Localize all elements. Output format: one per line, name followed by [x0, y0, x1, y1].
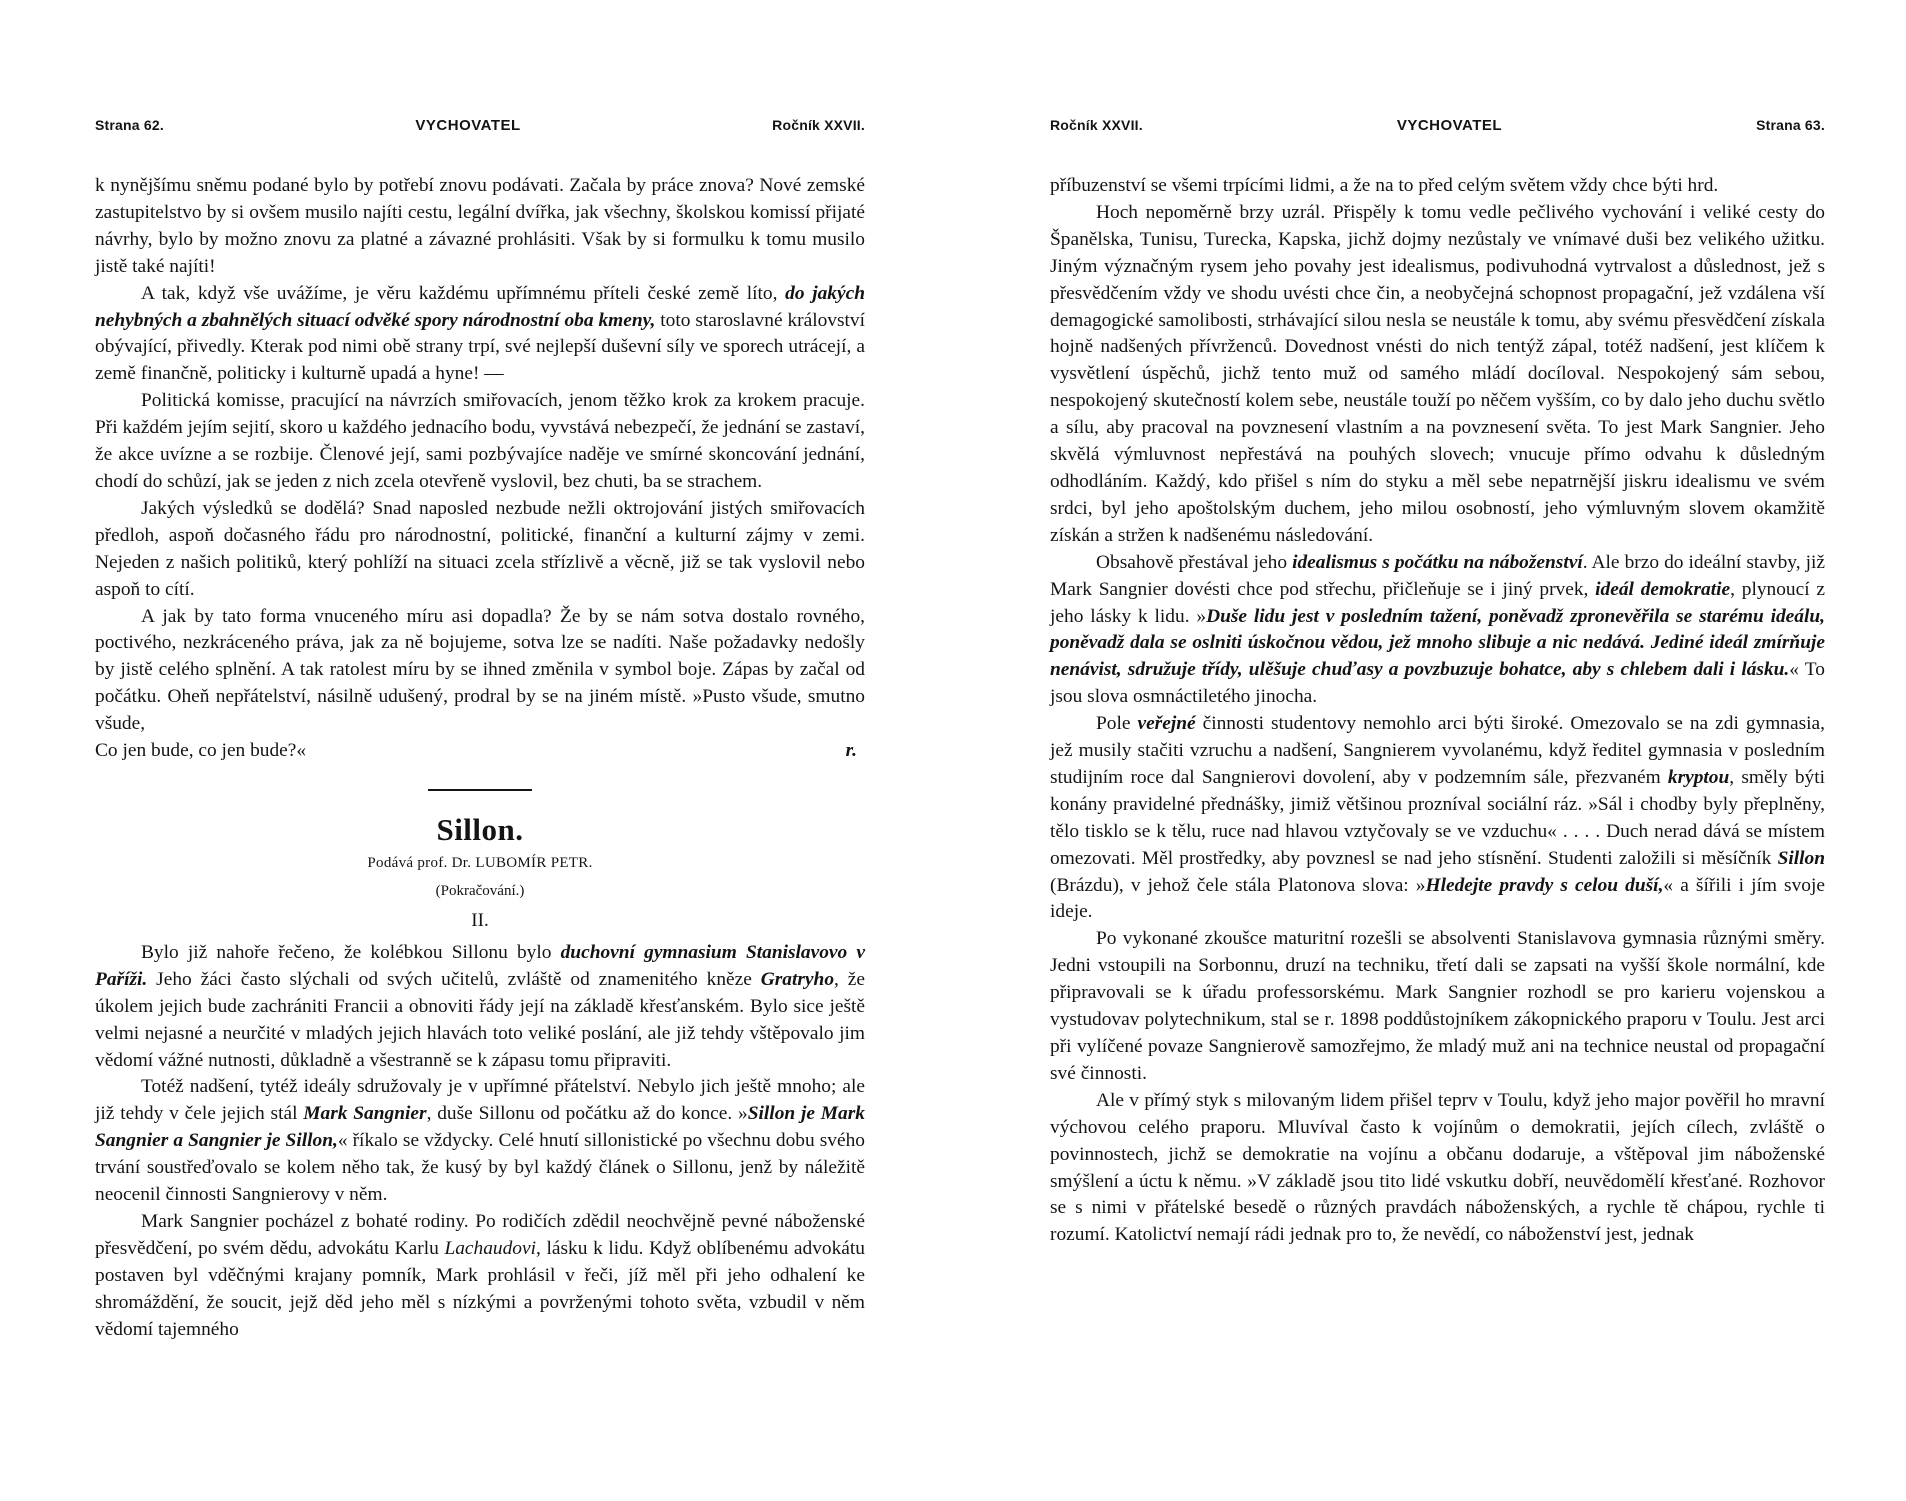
emphasis: Lachaudovi [444, 1237, 536, 1259]
text-run: , že úkolem jejich bude zachrániti Francii a obnoviti řády její na základě křesťanském. Bylo sice ještě velmi nejasné a neurčité v mladých jejich hlavách toto veliké poslání, ale již tehdy vštěpovalo jim vědomí vážné nutnosti, důkladně a všestranně se k zápasu tomu připraviti. [95, 968, 865, 1071]
left-paragraph-4: Jakých výsledků se dodělá? Snad naposled nezbude nežli oktrojování jistých smiřovacích předloh, aspoň dočasného řádu pro národnostní, politické, finanční a kulturní zájmy v zemi. Nejeden z našich politiků, který pohlíží na situaci zcela střízlivě a věcně, již se tak vyslovil nebo aspoň to cítí. [95, 497, 865, 600]
left-paragraph-5: A jak by tato forma vnuceného míru asi dopadla? Že by se nám sotva dostalo rovného, poctivého, nezkráceného práva, jak za ně bojujeme, sotva lze se nadíti. Naše požadavky nedošly by jistě celého splnění. A tak ratolest míru by se ihned změnila v symbol boje. Zápas by začal od počátku. Oheň nepřátelství, násilně udušený, prodral by se na jiném místě. »Pusto všude, smutno všude, [95, 605, 865, 735]
text-run: (Brázdu), v jehož čele stála Platonova slova: » [1050, 874, 1426, 896]
author-signature: r. [845, 740, 857, 762]
left-paragraph-7 [95, 1074, 865, 1209]
emphasis: Gratryho [760, 968, 835, 990]
left-text-block [95, 173, 865, 1344]
text-run: Jeho žáci často slýchali od svých učitelů, zvláště od znamenitého kněze [147, 968, 761, 990]
left-paragraph-1: k nynějšímu sněmu podané bylo by potřebí znovu podávati. Začala by práce znova? Nové zemské zastupitelstvo by si ovšem musilo najíti cestu, legální dvířka, jak všechny, školskou komissí přijaté návrhy, bylo by možno znovu za platné a závazné prohlásiti. Však by si formulku k tomu musilo jistě také najíti! [95, 175, 865, 277]
emphasis: kryptou [1667, 766, 1730, 788]
left-paragraph-8 [95, 1209, 865, 1344]
text-run: , duše Sillonu od počátku až do konce. » [426, 1103, 748, 1125]
left-running-head [95, 117, 865, 139]
text-run: Obsahově přestával jeho [1096, 551, 1293, 573]
right-paragraph-4 [1050, 711, 1825, 926]
text-run: « a šířili i jím svoje ideje. [1050, 874, 1825, 923]
right-paragraph-5: Po vykonané zkoušce maturitní rozešli se absolventi Stanislavova gymnasia různými směry. Jedni vstoupili na Sorbonnu, druzí na techniku, třetí dali se zapsati na vyšší škole normální, kde připravovali se k úřadu professorskému. Mark Sangnier rozhodl se pro karieru vojenskou a vystudovav polytechnikum, stal se r. 1898 poddůstojníkem zákopnického praporu v Toulu. Jest arci při vylíčené povaze Sangnierově samozřejmo, že mladý muž ani na technice neustal od propagační své činnosti. [1050, 928, 1825, 1084]
right-journal-title: VYCHOVATEL [1396, 117, 1503, 134]
section-number: II. [471, 909, 489, 931]
right-volume: Ročník XXVII. [1050, 117, 1143, 133]
right-page-number: Strana 63. [1756, 117, 1825, 133]
right-running-head [1050, 117, 1825, 139]
left-page-number: Strana 62. [95, 117, 164, 133]
text-run: Bylo již nahoře řečeno, že kolébkou Sillonu bylo [141, 941, 561, 963]
text-run: . Ale brzo do ideální stavby, již Mark Sangnier dovésti chce pod střechu, přičleňuje se i jiný prvek, [1050, 551, 1825, 600]
left-paragraph-2 [95, 281, 865, 389]
article-header [95, 813, 865, 934]
emphasis: veřejné [1137, 713, 1196, 735]
emphasis: idealismus s počátku na náboženství [1292, 551, 1583, 573]
left-paragraph-3: Politická komisse, pracující na návrzích smiřovacích, jenom těžko krok za krokem pracuje. Při každém jejím sejití, skoro u každého jednacího bodu, vyvstává nebezpečí, že jednání se zastaví, že akce uvízne a se rozbije. Členové její, sami pozbývajíce naděje ve smírné skoncování jednání, chodí do schůzí, jak se jeden z nich zcela otevřeně vyslovil, bez chuti, ba se strachem. [95, 390, 865, 492]
text-run: « To jsou slova osmnáctiletého jinocha. [1050, 659, 1825, 708]
left-volume: Ročník XXVII. [772, 117, 865, 133]
section-divider [428, 789, 532, 791]
text-run: « říkalo se vždycky. Celé hnutí sillonistické po všechnu dobu svého trvání soustřeďovalo se kolem něho tak, že kusý by byl každý článek o Sillonu, jenž by náležitě neocenil činnosti Sangnierovy v něm. [95, 1130, 865, 1206]
text-run: A tak, když vše uvážíme, je věru každému upřímnému příteli české země líto, [141, 282, 786, 304]
right-paragraph-6: Ale v přímý styk s milovaným lidem přišel teprv v Toulu, když jeho major pověřil ho mravní výchovou celého praporu. Mluvíval často k vojínům o demokratii, jejích cílech, zvláště o povinnostech, jichž se demokratie na vojínu a občanu dodaruje, a vštěpoval jim náboženské smýšlení a úctu k němu. »V základě jsou tito lidé vskutku dobří, neuvědomělí křesťané. Rozhovor se s nimi v přátelské besedě o různých pravdách náboženských, a rychle tě chápou, rychle ti rozumí. Katolictví nemají rádi jednak pro to, že nevědí, co náboženství jest, jednak [1050, 1089, 1825, 1246]
emphasis: Sillon [1777, 847, 1825, 869]
right-paragraph-3 [1050, 550, 1825, 711]
text-run: Totéž nadšení, tytéž ideály sdružovaly je v upřímné přátelství. Nebylo jich ještě mnoho; ale již tehdy v čele jejich stál [95, 1076, 865, 1125]
article-continuation: (Pokračování.) [435, 882, 525, 899]
text-run: Mark Sangnier pocházel z bohaté rodiny. Po rodičích zdědil neochvějně pevné náboženské přesvědčení, po svém dědu, advokátu Karlu [95, 1211, 865, 1259]
left-paragraph-5-end [95, 738, 865, 765]
emphasis: ideál demokratie [1595, 578, 1731, 600]
right-paragraph-2: Hoch nepoměrně brzy uzrál. Přispěly k tomu vedle pečlivého vychování i veliké cesty do Španělska, Tunisu, Turecka, Kapska, jichž dojmy nezůstaly ve vnímavé duši bez velikého užitku. Jiným význačným rysem jeho povahy jest idealismus, podivuhodná vytrvalost a důslednost, jež s přesvědčením vždy ve shodu uvésti chce čin, a neobyčejná schopnost propagační, jež vzdálena vší demagogické samolibosti, strhávající silou nesla se neustále k tomu, aby svému přesvědčení získala hojně nadšených přívrženců. Dovednost vnésti do nich tentýž zápal, totéž nadšení, jest klíčem k vysvětlení úspěchů, jichž tento muž od samého mládí docíloval. Nespokojený sám sebou, nespokojený skutečností kolem sebe, neustále touží po něčem vyšším, co by dalo jeho duchu světlo a sílu, aby pracoval na povznesení vlastním a na povznesení světa. To jest Mark Sangnier. Jeho skvělá výmluvnost nepřestává na pouhých slovech; vnucuje přímo odvahu k důsledným odhodláním. Každý, kdo přišel s ním do styku a měl sebe nepatrnější jiskru idealismu ve svém srdci, byl jeho apoštolským duchem, jeho milou osobností, jeho výmluvným slovem okamžitě získán a stržen k nadšenému následování. [1050, 201, 1825, 546]
text-run: , plynoucí z jeho lásky k lidu. » [1050, 578, 1825, 627]
text-run: činnosti studentovy nemohlo arci býti široké. Omezovalo se na zdi gymnasia, jež musily stačiti vzruchu a nadšení, Sangnierem vyvolanému, když ředitel gymnasia v posledním studijním roce dal Sangnierovi dovolení, aby v podzemním sále, přezvaném [1050, 713, 1825, 788]
text-run: , lásku k lidu. Když oblíbenému advokátu postaven byl vděčnými krajany pomník, Mark prohlásil v řeči, jíž měl při jeho odhalení ke shromáždění, že soucit, jejž děd jeho měl s nízkými a povrženými tohoto světa, vzbudil v něm vědomí tajemného [95, 1237, 866, 1340]
emphasis: Duše lidu jest v posledním tažení, poněvadž zpronevěřila se starému ideálu, poněvadž dala se oslniti úskočnou vědou, jež mnoho slibuje a nic nedává. Jediné ideál zmírňuje nenávist, sdružuje třídy, ulěšuje chuďasy a povzbuzuje bohatce, aby s chlebem dali i lásku. [1050, 605, 1825, 681]
emphasis: duchovní gymnasium Stanislavovo v Paříži. [95, 941, 866, 990]
emphasis: Sillon je Mark Sangnier a Sangnier je Sillon, [95, 1103, 865, 1152]
right-paragraph-1: příbuzenství se všemi trpícími lidmi, a že na to před celým světem vždy chce býti hrd. [1050, 175, 1719, 196]
left-journal-title: VYCHOVATEL [415, 117, 521, 134]
emphasis: Hledejte pravdy s celou duší, [1425, 874, 1664, 896]
quote-end: Co jen bude, co jen bude?« [95, 740, 307, 762]
right-text-block [1050, 173, 1825, 1249]
emphasis: do jakých nehybných a zbahnělých situací odvěké spory národnostní oba kmeny, [95, 282, 865, 331]
text-run: Pole [1096, 713, 1138, 735]
left-paragraph-6 [95, 940, 865, 1075]
right-page [953, 0, 1906, 1501]
article-title: Sillon. [436, 811, 524, 847]
text-run: , směly býti konány pravidelné přednášky, jimiž většinou proznívаl sociální ráz. »Sál i chodby byly přeplněny, tělo tisklo se k tělu, ruce nad hlavou vztyčovaly se ve vzduchu« . . . . Duch nerad dává se místem omezovati. Měl prostředky, aby povznesl se nad jeho stísnění. Studenti založili si měsíčník [1050, 766, 1825, 869]
text-run: toto staroslavné království obývající, přivedly. Kterak pod nimi obě strany trpí, své nejlepší duševní síly ve sporech utrácejí, a země finančně, politicky i kulturně upadá a hyne! — [95, 309, 865, 385]
emphasis: Mark Sangnier [303, 1103, 427, 1125]
article-byline: Podává prof. Dr. LUBOMÍR PETR. [367, 854, 593, 871]
